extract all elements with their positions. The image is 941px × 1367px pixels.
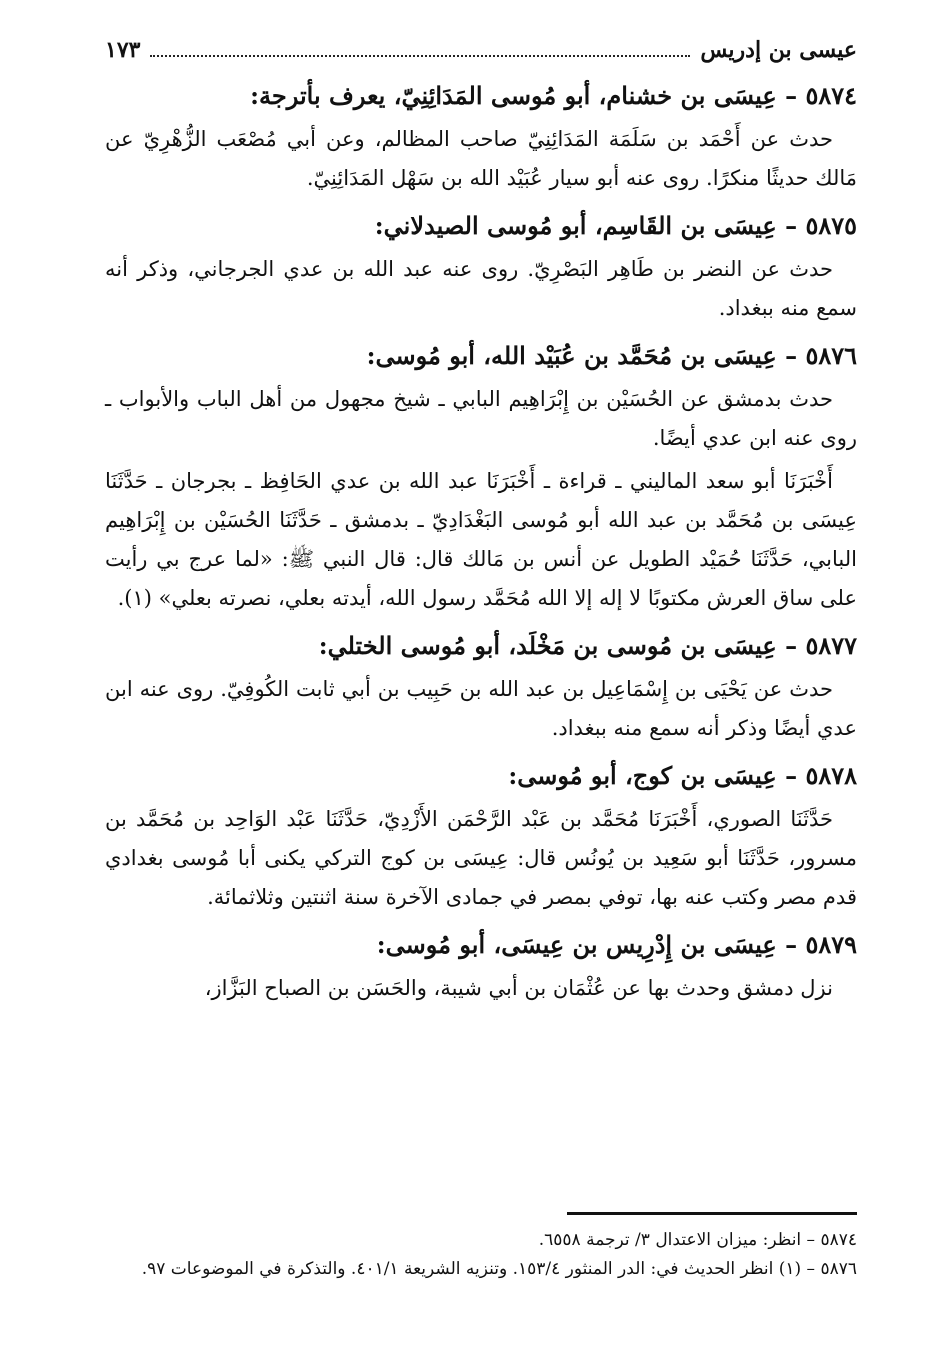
header-dot-leader <box>150 33 690 57</box>
running-header <box>105 28 857 72</box>
book-page <box>105 28 857 1012</box>
entry-text: نزل دمشق وحدث بها عن عُثْمَان بن أبي شيبة، والحَسَن بن الصباح البَزَّاز، <box>204 976 833 1000</box>
entry-5875 <box>105 202 857 328</box>
entry-heading: ٥٨٧٩ – عِيسَى بن إِدْرِيس بن عِيسَى، أبو مُوسى: <box>376 930 857 959</box>
footnote-rule <box>567 1212 857 1215</box>
entry-heading: ٥٨٧٨ – عِيسَى بن كوج، أبو مُوسى: <box>508 761 857 790</box>
entry-heading: ٥٨٧٥ – عِيسَى بن القَاسِم، أبو مُوسى الصيدلاني: <box>374 211 857 240</box>
entry-5874 <box>105 72 857 198</box>
entry-text-hadith: أَخْبَرَنَا أبو سعد الماليني ـ قراءة ـ أَخْبَرَنَا عبد الله بن عدي الحَافِظ ـ بجرجان ـ حَدَّثَنَا عِيسَى بن مُحَمَّد بن عبد الله أبو مُوسى البَغْدَادِيّ ـ بدمشق ـ حَدَّثَنَا الحُسَيْن بن إِبْرَاهِيم البابي، حَدَّثَنَا حُمَيْد الطويل عن أنس بن مَالك قال: قال النبي ﷺ: «لما عرج بي رأيت على ساق العرش مكتوبًا لا إله إلا الله مُحَمَّد رسول الله، أيدته بعلي، نصرته بعلي» (١). <box>105 469 857 610</box>
entry-text: حدث عن يَحْيَى بن إِسْمَاعِيل بن عبد الله بن حَبِيب بن أبي ثابت الكُوفِيّ. روى عنه ابن عدي أيضًا وذكر أنه سمع منه ببغداد. <box>105 677 857 740</box>
entry-text: حَدَّثَنَا الصوري، أَخْبَرَنَا مُحَمَّد بن عَبْد الرَّحْمَن الأَزْدِيّ، حَدَّثَنَا عَبْد الوَاحِد بن مُحَمَّد بن مسرور، حَدَّثَنَا أبو سَعِيد بن يُونُس قال: عِيسَى بن كوج التركي يكنى أبا مُوسى بغدادي قدم مصر وكتب عنه بها، توفي بمصر في جمادى الآخرة سنة اثنتين وثلاثمائة. <box>105 807 857 909</box>
entry-5876 <box>105 332 857 618</box>
entry-5879 <box>105 921 857 1008</box>
entry-5877 <box>105 622 857 748</box>
entry-text: حدث عن النضر بن طَاهِر البَصْرِيّ. روى عنه عبد الله بن عدي الجرجاني، وذكر أنه سمع منه ببغداد. <box>105 257 857 320</box>
running-title: عيسى بن إدريس <box>700 37 857 63</box>
entry-5878 <box>105 752 857 917</box>
entry-heading: ٥٨٧٦ – عِيسَى بن مُحَمَّد بن عُبَيْد الله، أبو مُوسى: <box>366 341 857 370</box>
entry-text: حدث عن أَحْمَد بن سَلَمَة المَدَائِنِيّ صاحب المظالم، وعن أبي مُصْعَب الزُّهْرِيّ عن مَالك حديثًا منكرًا. روى عنه أبو سيار عُبَيْد الله بن سَهْل المَدَائِنِيّ. <box>105 127 857 190</box>
footnote: ٥٨٧٦ – (١) انظر الحديث في: الدر المنثور ١٥٣/٤. وتنزيه الشريعة ٤٠١/١. والتذكرة في الموضوعات ٩٧. <box>141 1259 857 1279</box>
footnotes <box>105 1226 857 1284</box>
entry-heading: ٥٨٧٧ – عِيسَى بن مُوسى بن مَخْلَد، أبو مُوسى الختلي: <box>318 631 857 660</box>
entry-heading: ٥٨٧٤ – عِيسَى بن خشنام، أبو مُوسى المَدَائِنِيّ، يعرف بأترجة: <box>250 81 857 110</box>
footnote: ٥٨٧٤ – انظر: ميزان الاعتدال ٣/ ترجمة ٦٥٥٨. <box>538 1230 857 1250</box>
entry-text: حدث بدمشق عن الحُسَيْن بن إِبْرَاهِيم البابي ـ شيخ مجهول من أهل الباب والأبواب ـ روى عنه ابن عدي أيضًا. <box>105 387 857 450</box>
page-number: ١٧٣ <box>105 37 141 63</box>
